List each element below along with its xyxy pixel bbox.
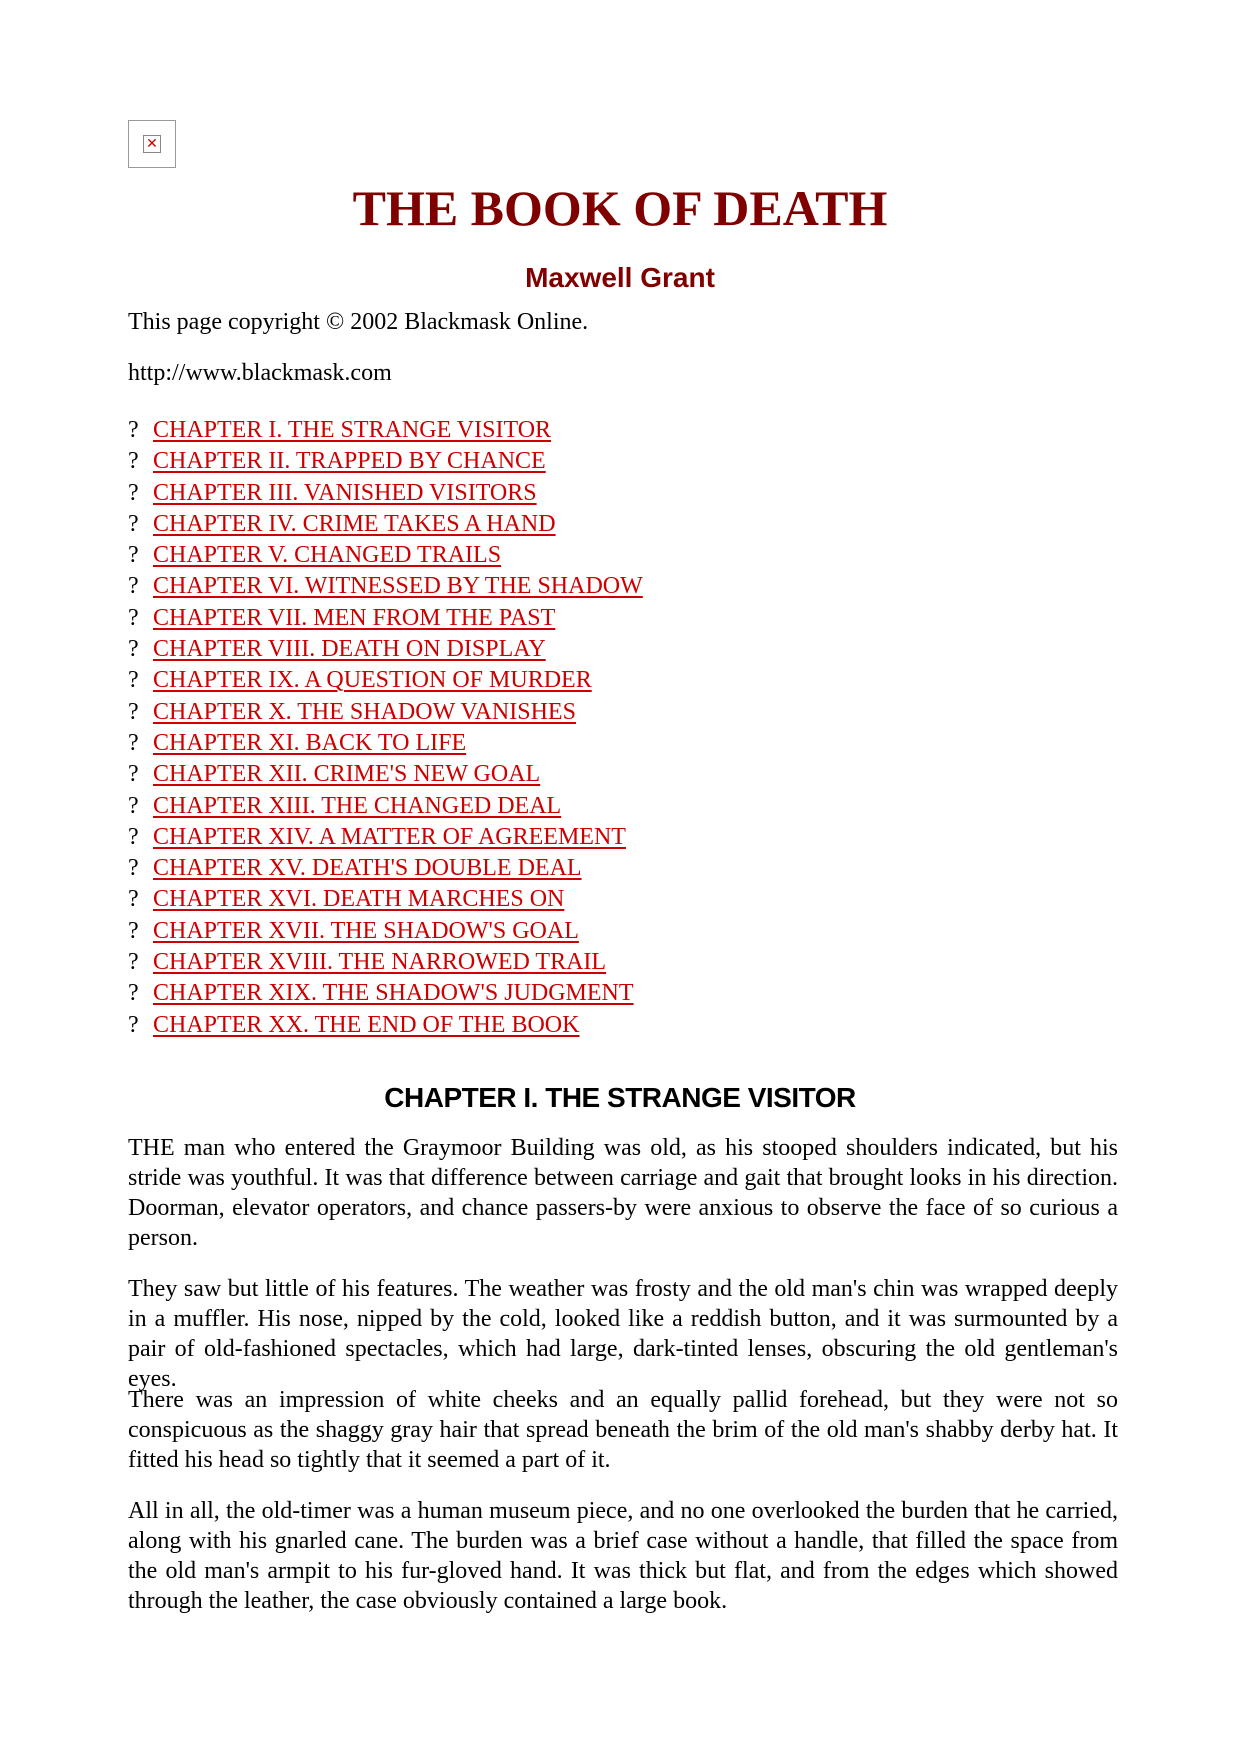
toc-item [128, 728, 643, 759]
toc-item [128, 822, 643, 853]
toc-item [128, 446, 643, 477]
toc-bullet: ? [128, 636, 139, 663]
toc-bullet: ? [128, 823, 139, 850]
toc-link[interactable]: CHAPTER X. THE SHADOW VANISHES [153, 698, 576, 725]
toc-link[interactable]: CHAPTER XVI. DEATH MARCHES ON [153, 886, 565, 913]
toc-link[interactable]: CHAPTER VII. MEN FROM THE PAST [153, 604, 556, 631]
toc-bullet: ? [128, 542, 139, 569]
toc-link[interactable]: CHAPTER VI. WITNESSED BY THE SHADOW [153, 573, 643, 600]
toc-item [128, 853, 643, 884]
toc-item [128, 509, 643, 540]
toc-bullet: ? [128, 1011, 139, 1038]
toc-link[interactable]: CHAPTER XVII. THE SHADOW'S GOAL [153, 917, 579, 944]
broken-image-icon: ✕ [143, 135, 161, 153]
toc-item [128, 634, 643, 665]
copyright-notice: This page copyright © 2002 Blackmask Online. [128, 309, 589, 335]
toc-item [128, 884, 643, 915]
toc-link[interactable]: CHAPTER II. TRAPPED BY CHANCE [153, 448, 546, 475]
toc-bullet: ? [128, 510, 139, 537]
toc-link[interactable]: CHAPTER III. VANISHED VISITORS [153, 479, 537, 506]
toc-link[interactable]: CHAPTER V. CHANGED TRAILS [153, 542, 502, 569]
site-url: http://www.blackmask.com [128, 360, 392, 386]
toc-bullet: ? [128, 761, 139, 788]
toc-bullet: ? [128, 448, 139, 475]
toc-item [128, 603, 643, 634]
toc-item [128, 697, 643, 728]
toc-link[interactable]: CHAPTER XX. THE END OF THE BOOK [153, 1011, 580, 1038]
paragraph: They saw but little of his features. The weather was frosty and the old man's chin was wrapped deeply in a muffler. His nose, nipped by the cold, looked like a reddish button, and it was surmounted by a pair of old-fashioned spectacles, which had large, dark-tinted lenses, obscuring the old gentleman's eyes. [128, 1276, 1118, 1392]
toc-item [128, 947, 643, 978]
chapter-heading: CHAPTER I. THE STRANGE VISITOR [384, 1082, 856, 1113]
toc-bullet: ? [128, 698, 139, 725]
book-author: Maxwell Grant [525, 262, 715, 293]
toc-item [128, 540, 643, 571]
paragraph: There was an impression of white cheeks and an equally pallid forehead, but they were not so conspicuous as the shaggy gray hair that spread beneath the brim of the old man's shabby derby hat. It fitted his head so tightly that it seemed a part of it. [128, 1387, 1118, 1473]
toc-bullet: ? [128, 949, 139, 976]
toc-bullet: ? [128, 792, 139, 819]
toc-bullet: ? [128, 479, 139, 506]
toc-item [128, 415, 643, 446]
toc-link[interactable]: CHAPTER XV. DEATH'S DOUBLE DEAL [153, 855, 582, 882]
toc-link[interactable]: CHAPTER XIII. THE CHANGED DEAL [153, 792, 562, 819]
table-of-contents [128, 415, 643, 1041]
paragraph: All in all, the old-timer was a human museum piece, and no one overlooked the burden that he carried, along with his gnarled cane. The burden was a brief case without a handle, that filled the space from the old man's armpit to his fur-gloved hand. It was thick but flat, and from the edges which showed through the leather, the case obviously contained a large book. [128, 1498, 1118, 1614]
toc-item [128, 665, 643, 696]
book-title: THE BOOK OF DEATH [352, 180, 888, 236]
toc-item [128, 759, 643, 790]
toc-bullet: ? [128, 729, 139, 756]
toc-bullet: ? [128, 855, 139, 882]
toc-link[interactable]: CHAPTER I. THE STRANGE VISITOR [153, 417, 552, 443]
toc-bullet: ? [128, 604, 139, 631]
toc-link[interactable]: CHAPTER XIV. A MATTER OF AGREEMENT [153, 823, 626, 850]
toc-item [128, 571, 643, 602]
toc-item [128, 478, 643, 509]
toc-bullet: ? [128, 417, 139, 443]
toc-bullet: ? [128, 573, 139, 600]
toc-link[interactable]: CHAPTER XII. CRIME'S NEW GOAL [153, 761, 541, 788]
toc-link[interactable]: CHAPTER VIII. DEATH ON DISPLAY [153, 636, 546, 663]
toc-bullet: ? [128, 917, 139, 944]
broken-image-placeholder [128, 120, 176, 168]
toc-link[interactable]: CHAPTER XI. BACK TO LIFE [153, 729, 467, 756]
toc-link[interactable]: CHAPTER XVIII. THE NARROWED TRAIL [153, 949, 607, 976]
toc-link[interactable]: CHAPTER IV. CRIME TAKES A HAND [153, 510, 556, 537]
toc-link[interactable]: CHAPTER IX. A QUESTION OF MURDER [153, 667, 592, 694]
toc-bullet: ? [128, 886, 139, 913]
toc-item [128, 916, 643, 947]
toc-item [128, 791, 643, 822]
toc-item [128, 978, 643, 1009]
toc-item [128, 1010, 643, 1041]
toc-bullet: ? [128, 980, 139, 1007]
paragraph: THE man who entered the Graymoor Building was old, as his stooped shoulders indicated, but his stride was youthful. It was that difference between carriage and gait that brought looks in his direction. Doorman, elevator operators, and chance passers-by were anxious to observe the face of so curious a person. [128, 1135, 1118, 1251]
toc-link[interactable]: CHAPTER XIX. THE SHADOW'S JUDGMENT [153, 980, 634, 1007]
toc-bullet: ? [128, 667, 139, 694]
